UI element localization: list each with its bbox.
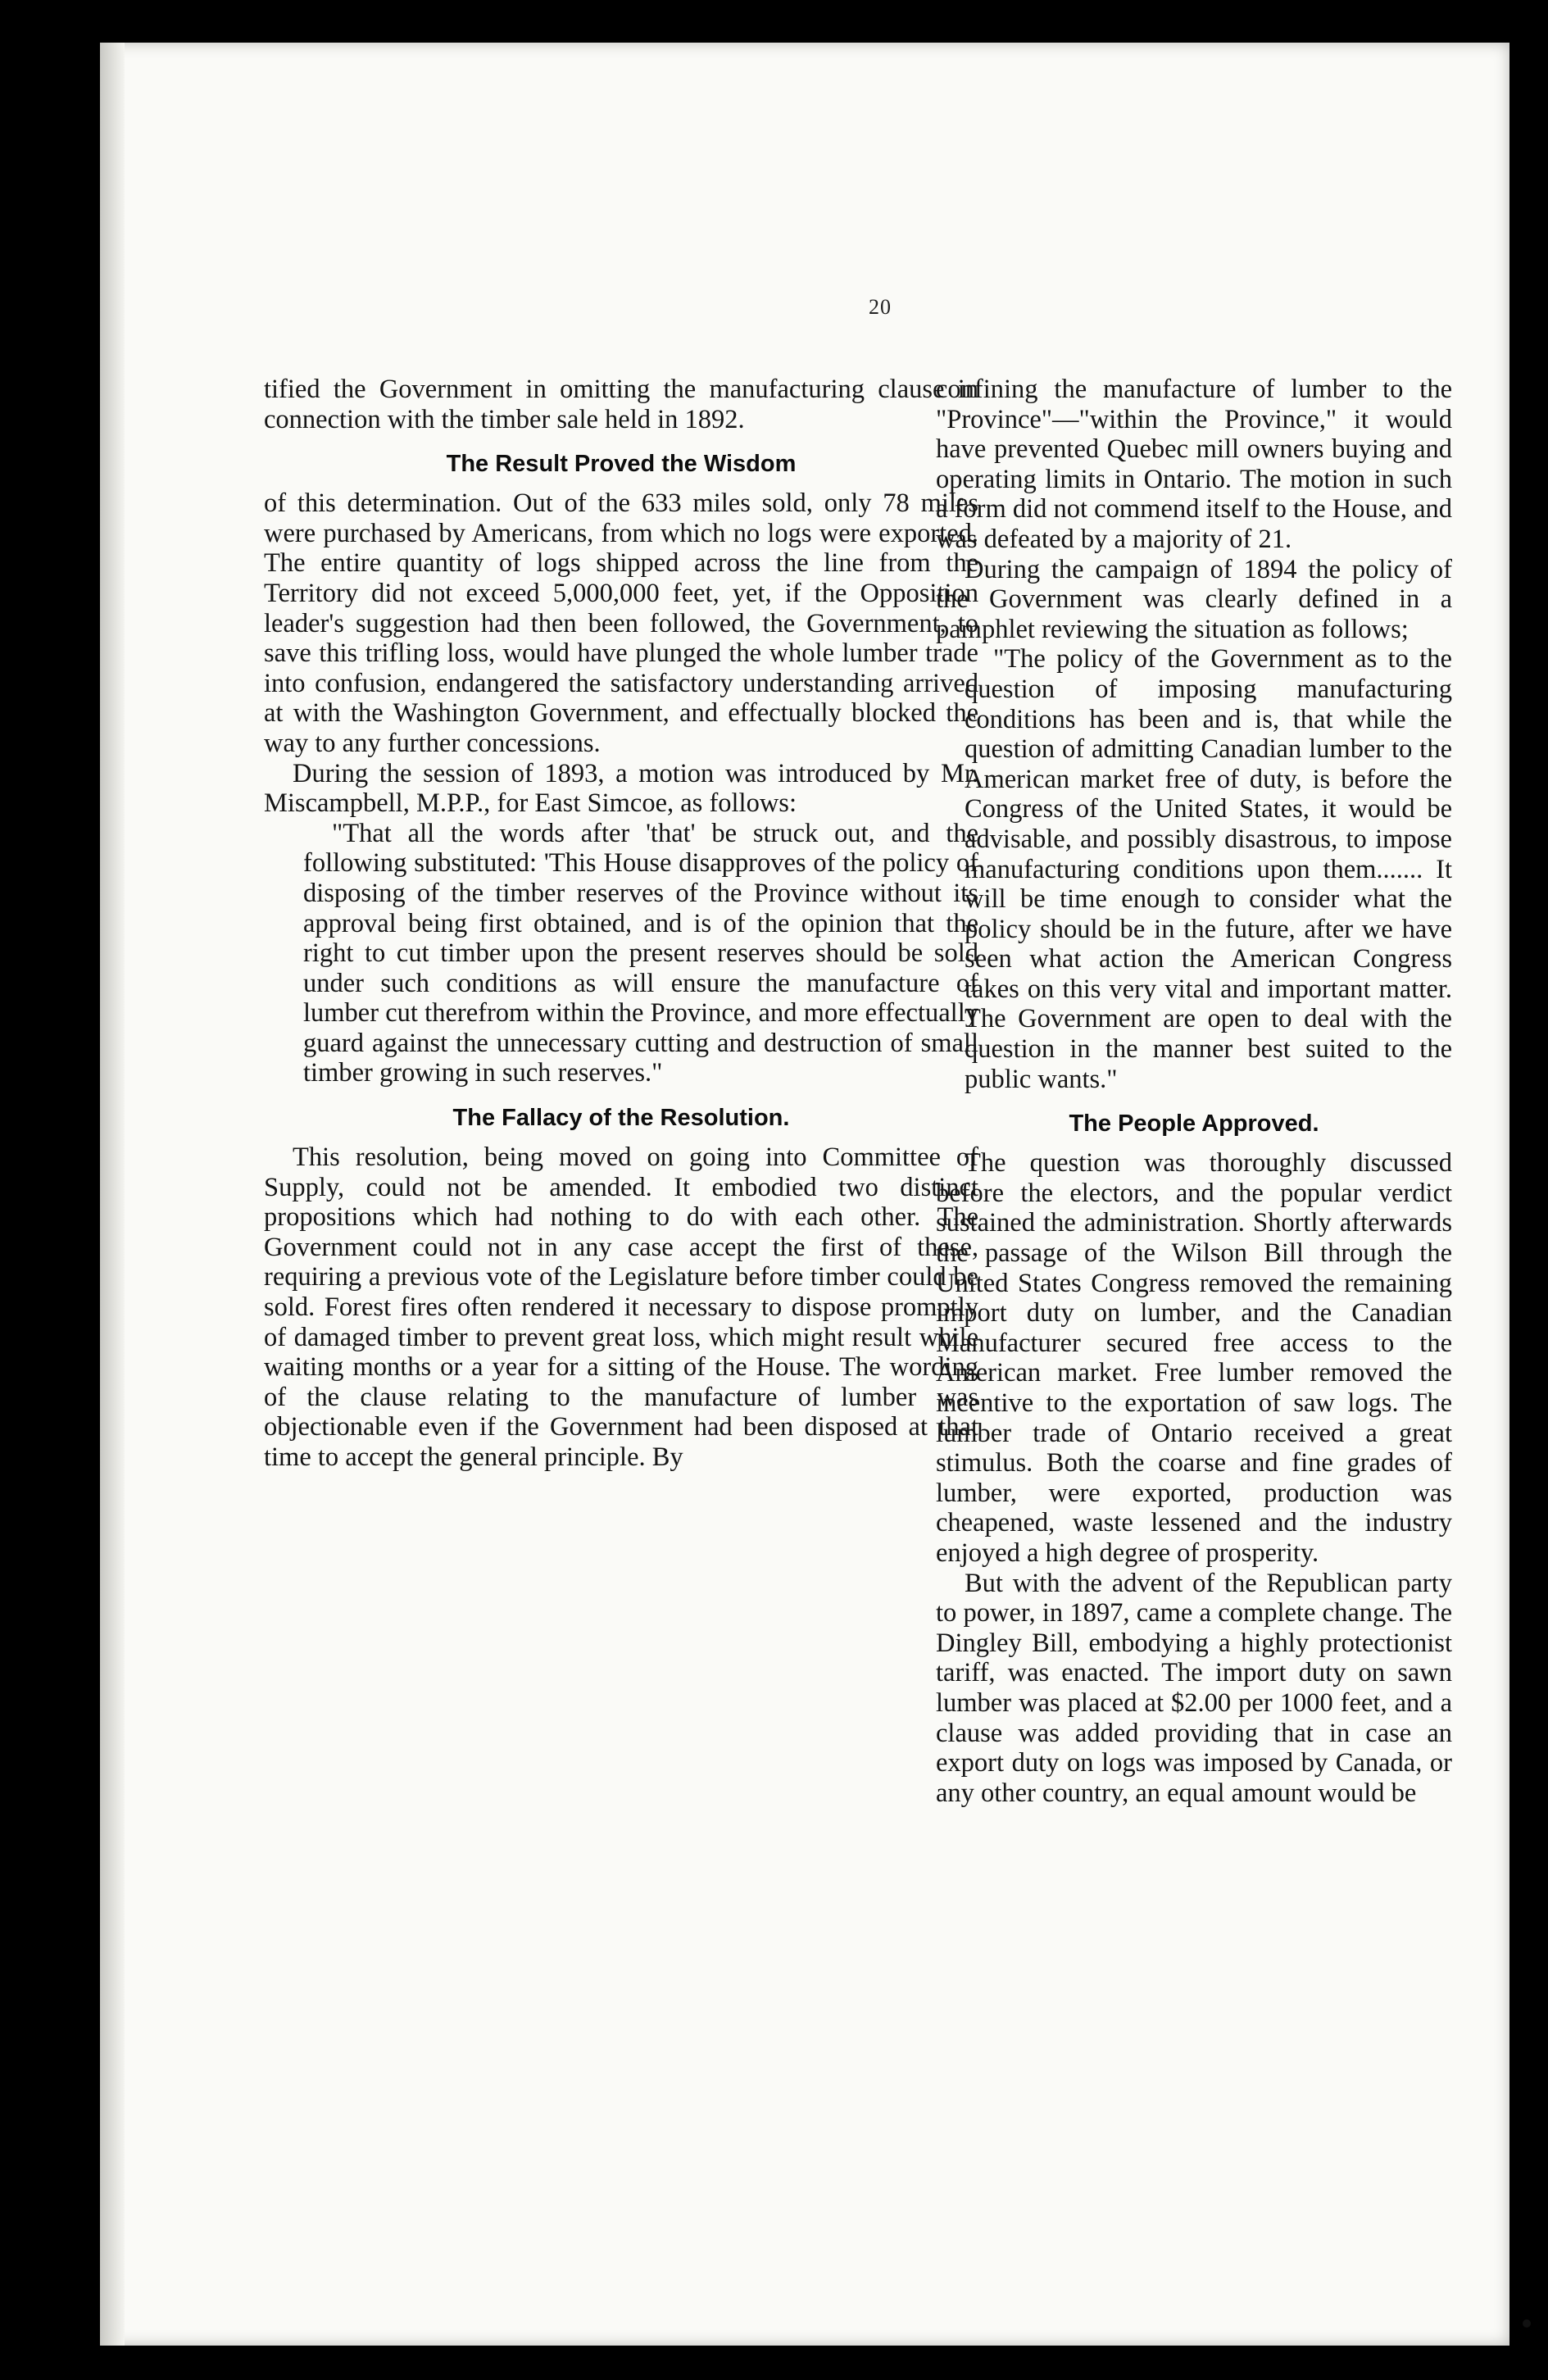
block-quote: "The policy of the Government as to the question of imposing manufacturing conditions has been and is, that while the question of admitting Canadian lumber to the American market free of duty, is before the Congress of the United States, it would be advisable, and possibly disastrous, to impose manufacturing conditions upon them....... It will be time enough to consider what the policy should be in the future, after we have seen what action the American Congress takes on this very vital and important matter. The Government are open to deal with the question in the manner best suited to the public wants." bbox=[965, 644, 1452, 1094]
paragraph: But with the advent of the Republican party to power, in 1897, came a complete change. The Dingley Bill, embodying a highly protectionist tariff, was enacted. The import duty on sawn lumber was placed at $2.00 per 1000 feet, and a clause was added providing that in case an export duty on logs was imposed by Canada, or any other country, an equal amount would be bbox=[936, 1568, 1452, 1808]
block-quote: "That all the words after 'that' be struck out, and the following substituted: 'This House disapproves of the policy of disposing of the timber reserves of the Province without its approval being first obtained, and is of the opinion that the right to cut timber upon the present reserves should be sold under such conditions as will ensure the manufacture of lumber cut therefrom within the Province, and more effectually guard against the unnecessary cutting and destruction of small timber growing in such reserves." bbox=[303, 818, 978, 1088]
paragraph: During the session of 1893, a motion was introduced by Mr. Miscampbell, M.P.P., for East Simcoe, as follows: bbox=[264, 758, 978, 819]
left-column bbox=[264, 375, 978, 1473]
page-sheet bbox=[100, 43, 1509, 2346]
ink-dot bbox=[1523, 2319, 1531, 2328]
paragraph: The question was thoroughly discussed before the electors, and the popular verdict sustained the administration. Shortly afterwards the passage of the Wilson Bill through the United States Congress removed the remaining import duty on lumber, and the Canadian Manufacturer secured free access to the American market. Free lumber removed the incentive to the exportation of saw logs. The lumber trade of Ontario received a great stimulus. Both the coarse and fine grades of lumber, were exported, production was cheapened, waste lessened and the industry enjoyed a high degree of prosperity. bbox=[936, 1148, 1452, 1568]
right-column bbox=[936, 375, 1452, 1808]
paragraph: of this determination. Out of the 633 miles sold, only 78 miles were purchased by Americans, from which no logs were exported. The entire quantity of logs shipped across the line from the Territory did not exceed 5,000,000 feet, yet, if the Opposition leader's suggestion had then been followed, the Government, to save this trifling loss, would have plunged the whole lumber trade into confusion, endangered the satisfactory understanding arrived at with the Washington Government, and effectually blocked the way to any further concessions. bbox=[264, 488, 978, 758]
paragraph: This resolution, being moved on going into Committee of Supply, could not be amended. It embodied two distinct propositions which had nothing to do with each other. The Government could not in any case accept the first of these, requiring a previous vote of the Legislature before timber could be sold. Forest fires often rendered it necessary to dispose promptly of damaged timber to prevent great loss, which might result while waiting months or a year for a sitting of the House. The wording of the clause relating to the manufacture of lumber was objectionable even if the Government had been disposed at that time to accept the general principle. By bbox=[264, 1142, 978, 1472]
paragraph: During the campaign of 1894 the policy of the Government was clearly defined in a pamphlet reviewing the situation as follows; bbox=[936, 554, 1452, 644]
section-heading: The Fallacy of the Resolution. bbox=[452, 1105, 790, 1132]
paragraph: confining the manufacture of lumber to the "Province"—"within the Province," it would have prevented Quebec mill owners buying and operating limits in Ontario. The motion in such a form did not commend itself to the House, and was defeated by a majority of 21. bbox=[936, 375, 1453, 554]
page-number: 20 bbox=[869, 295, 892, 319]
section-heading: The Result Proved the Wisdom bbox=[446, 451, 797, 478]
page-edge bbox=[100, 43, 125, 2346]
section-heading: The People Approved. bbox=[1069, 1111, 1319, 1138]
paragraph: tified the Government in omitting the manufacturing clause in connection with the timber sale held in 1892. bbox=[264, 375, 978, 434]
